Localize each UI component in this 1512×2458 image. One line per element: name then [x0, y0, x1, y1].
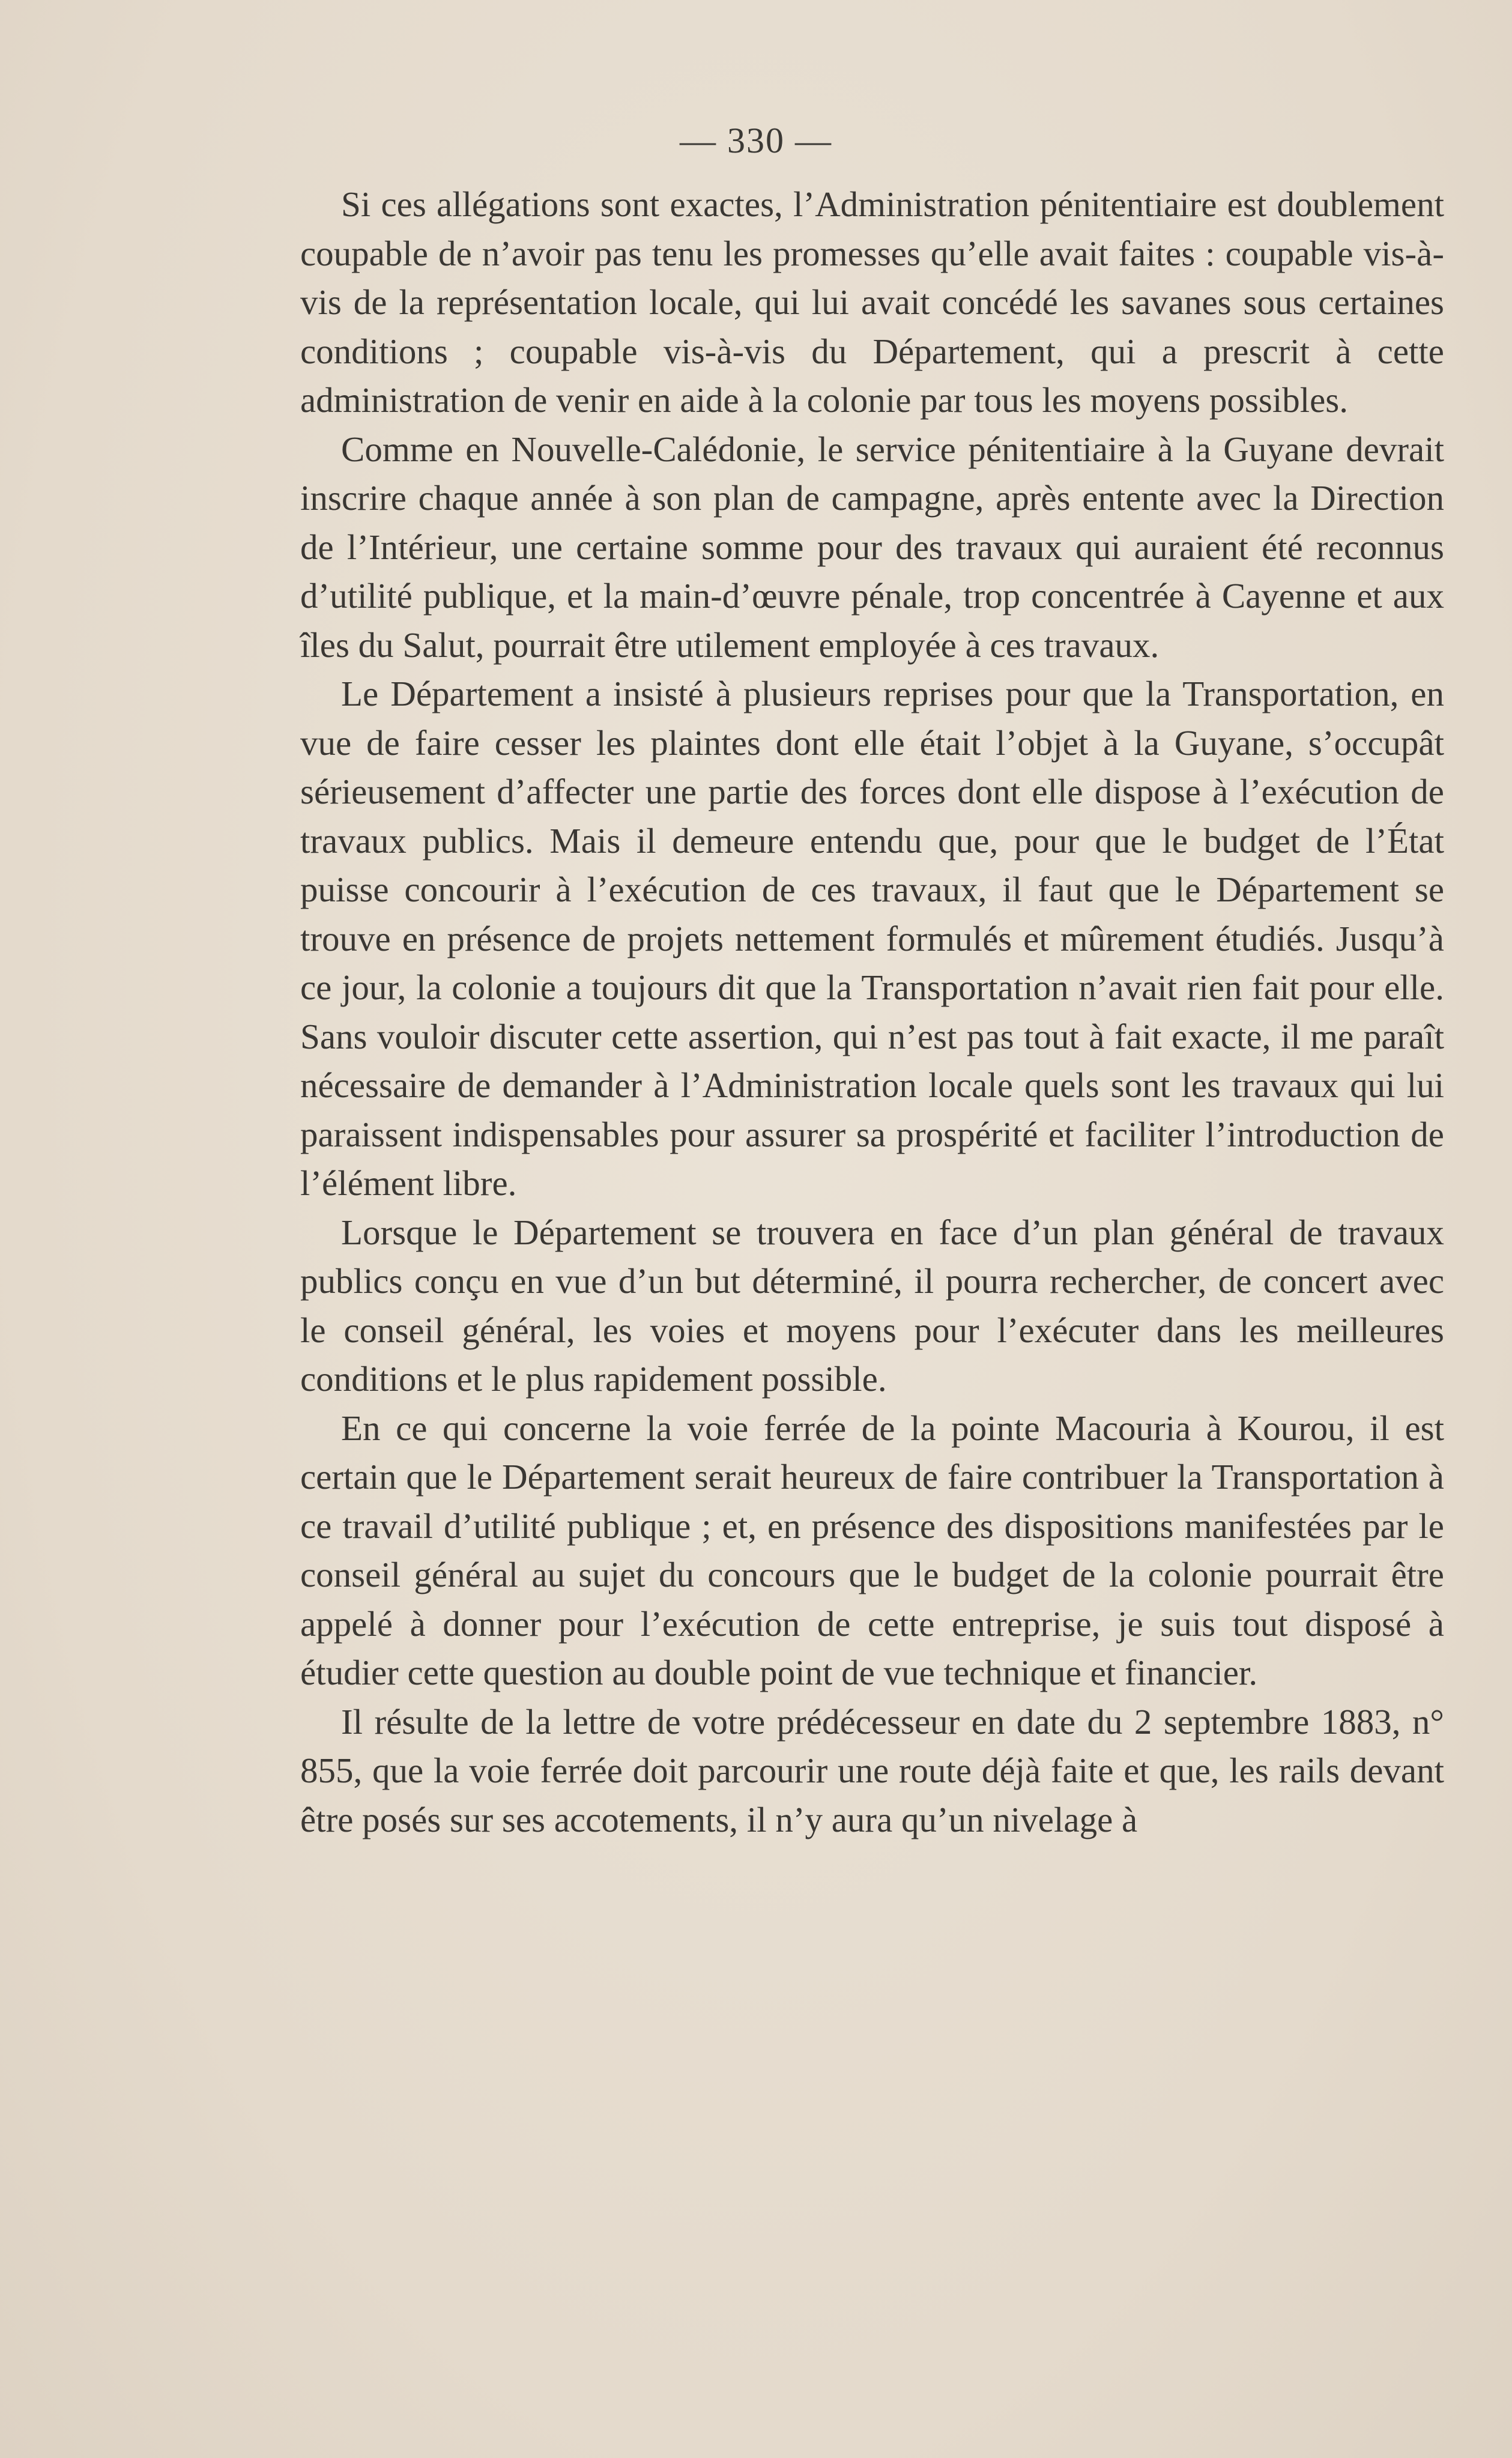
- page-number: — 330 —: [680, 121, 832, 160]
- paragraph: Le Département a insisté à plusieurs reprises pour que la Transportation, en vue de faire cesser les plaintes dont elle était l’objet à la Guyane, s’occupât sérieusement d’affecter une partie des forces dont elle dispose à l’exécution de travaux publics. Mais il demeure entendu que, pour que le budget de l’État puisse concourir à l’exécution de ces travaux, il faut que le Département se trouve en présence de projets nettement formulés et mûrement étudiés. Jusqu’à ce jour, la colonie a toujours dit que la Transportation n’avait rien fait pour elle. Sans vouloir discuter cette assertion, qui n’est pas tout à fait exacte, il me paraît nécessaire de demander à l’Administration locale quels sont les travaux qui lui paraissent indispensables pour assurer sa prospérité et faciliter l’introduction de l’élément libre.: [300, 674, 1444, 1203]
- paragraph: En ce qui concerne la voie ferrée de la pointe Macouria à Kourou, il est certain que le Département serait heureux de faire contribuer la Transportation à ce travail d’utilité publique ; et, en présence des dispositions manifestées par le conseil général au sujet du concours que le budget de la colonie pourrait être appelé à donner pour l’exécution de cette entreprise, je suis tout disposé à étudier cette question au double point de vue technique et financier.: [300, 1408, 1444, 1692]
- paragraph: Comme en Nouvelle-Calédonie, le service pénitentiaire à la Guyane devrait inscrire chaque année à son plan de campagne, après entente avec la Direction de l’Intérieur, une certaine somme pour des travaux qui auraient été reconnus d’utilité publique, et la main-d’œuvre pénale, trop concentrée à Cayenne et aux îles du Salut, pourrait être utilement employée à ces travaux.: [300, 429, 1444, 665]
- body-text: [300, 180, 1444, 1844]
- paragraph: Il résulte de la lettre de votre prédécesseur en date du 2 septembre 1883, n° 855, que la voie ferrée doit parcourir une route déjà faite et que, les rails devant être posés sur ses accotements, il n’y aura qu’un nivelage à: [300, 1701, 1444, 1839]
- paragraph: Lorsque le Département se trouvera en face d’un plan général de travaux publics conçu en vue d’un but déterminé, il pourra rechercher, de concert avec le conseil général, les voies et moyens pour l’exécuter dans les meilleures conditions et le plus rapidement possible.: [300, 1212, 1444, 1399]
- paragraph: Si ces allégations sont exactes, l’Administration pénitentiaire est doublement coupable de n’avoir pas tenu les promesses qu’elle avait faites : coupable vis-à-vis de la représentation locale, qui lui avait concédé les savanes sous certaines conditions ; coupable vis-à-vis du Département, qui a prescrit à cette administration de venir en aide à la colonie par tous les moyens possibles.: [300, 184, 1444, 420]
